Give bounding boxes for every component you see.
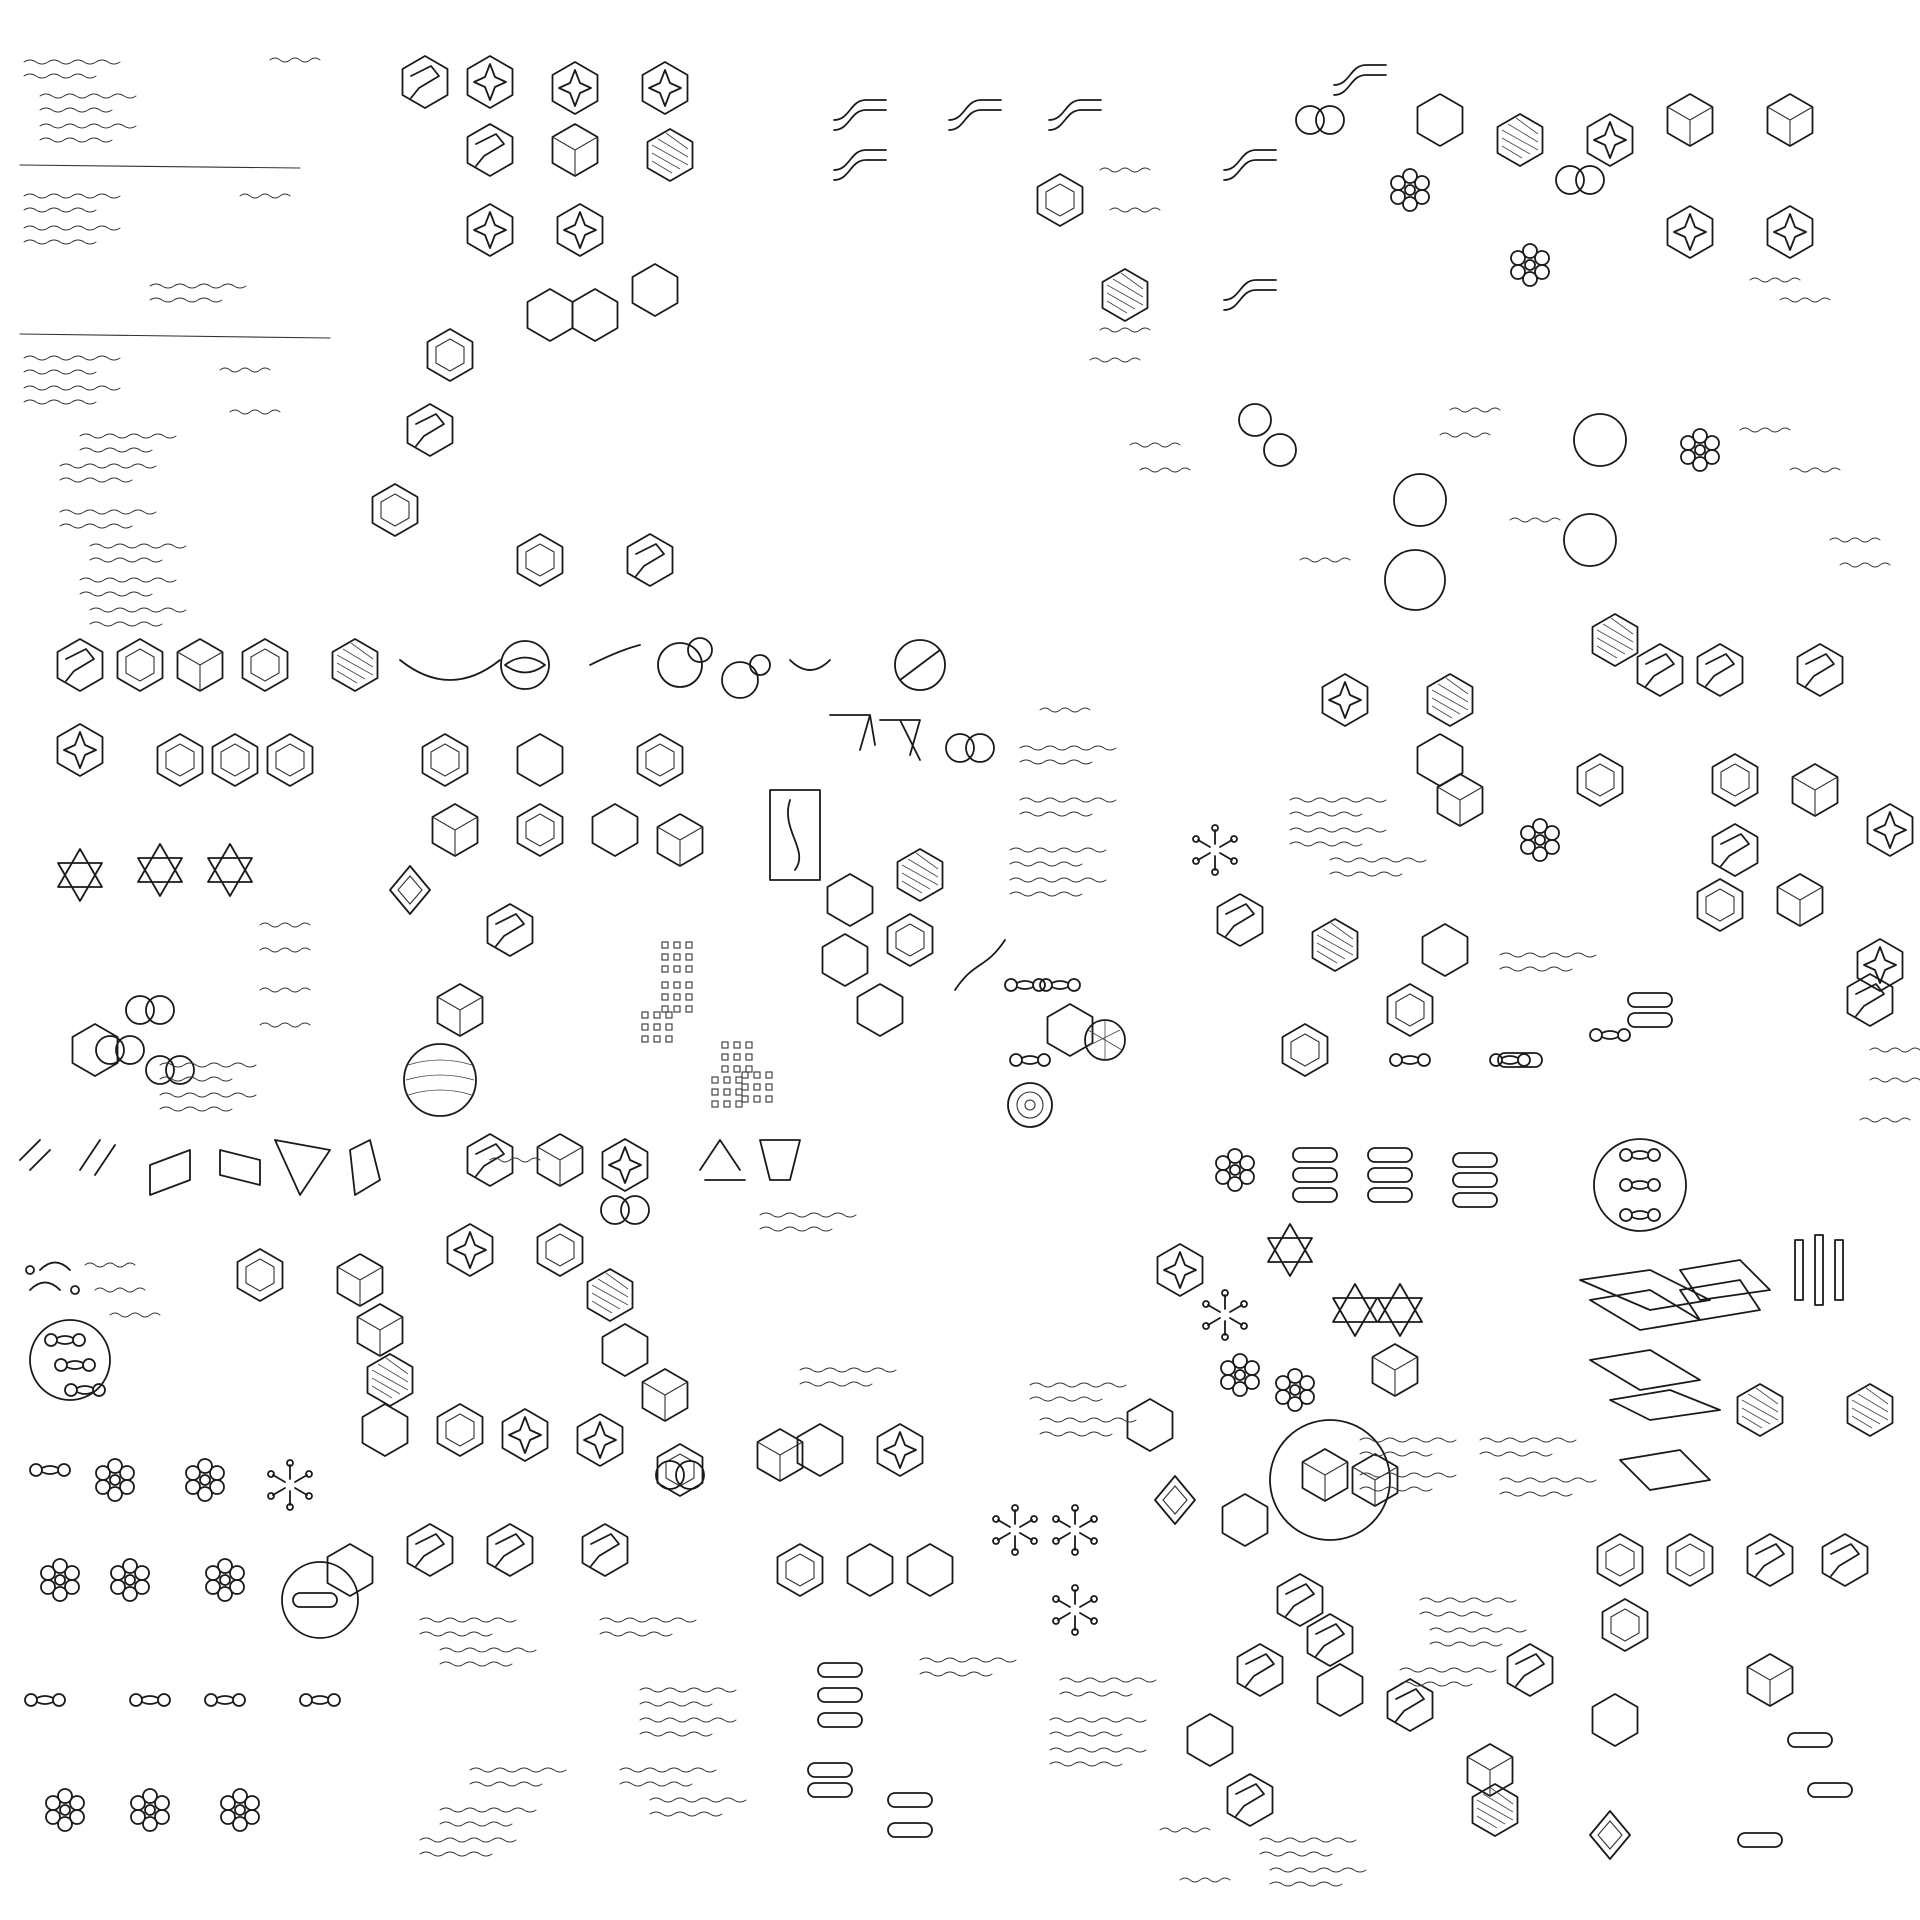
center-hex-cluster xyxy=(823,849,1126,1127)
capsule-stack-icon xyxy=(1216,1139,1686,1231)
mid-left-cluster xyxy=(333,639,703,1116)
wave-icon xyxy=(834,65,1386,310)
left-strip-sketches xyxy=(20,1134,800,1224)
dot-grid-icon xyxy=(642,942,772,1107)
bead-row-icon xyxy=(25,1459,358,1831)
circle-cluster-icon xyxy=(1239,106,1719,610)
interlock-hex-icon xyxy=(373,264,678,586)
notes-block-top-left xyxy=(20,58,330,626)
lower-center-hexes xyxy=(328,1369,1098,1837)
lower-center-right-hexes xyxy=(1128,1224,1553,1836)
center-top-sketches xyxy=(400,638,1116,896)
lower-right-hexes xyxy=(1580,1235,1893,1859)
right-mid-cluster xyxy=(1193,614,1913,1076)
doorway-icon xyxy=(770,715,920,880)
lower-left-glyphs xyxy=(26,1224,648,1466)
row-left-hexes xyxy=(58,639,313,1084)
hex-star-icon xyxy=(403,56,693,256)
hex-grid-icon xyxy=(1038,94,1813,321)
